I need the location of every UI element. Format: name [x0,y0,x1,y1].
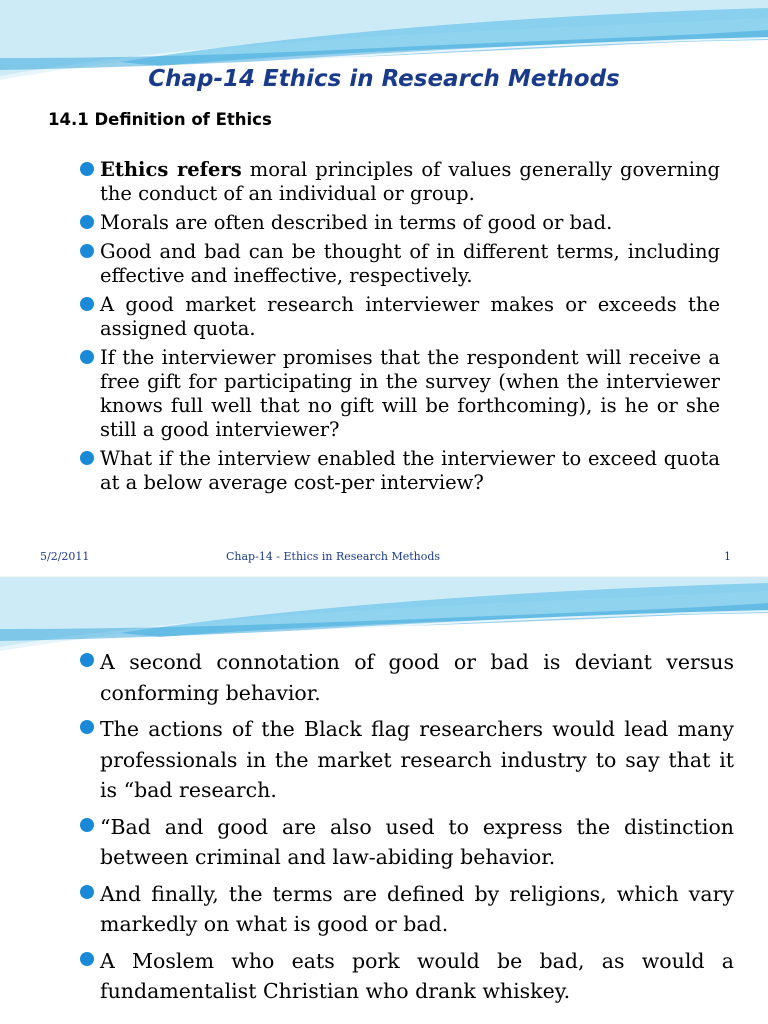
list-item: Morals are often described in terms of good or bad. [80,211,720,235]
bullet-icon [80,297,94,311]
bullet-icon [80,653,94,667]
list-item: A Moslem who eats pork would be bad, as would a fundamentalist Christian who drank whiskey. [80,946,734,1007]
list-item: Ethics refers moral principles of values generally governing the conduct of an individual or group. [80,158,720,206]
footer-title: Chap-14 - Ethics in Research Methods [226,550,441,563]
bullet-icon [80,952,94,966]
list-item: “Bad and good are also used to express the distinction between criminal and law-abiding behavior. [80,812,734,873]
slide-2 [0,577,768,1024]
list-item: If the interviewer promises that the respondent will receive a free gift for participating in the survey (when the interviewer knows full well that no gift will be forthcoming), is he or she still a good interviewer? [80,346,720,442]
bullet-icon [80,720,94,734]
list-item: The actions of the Black flag researchers would lead many professionals in the market research industry to say that it is “bad research. [80,714,734,806]
bullet-list [80,158,720,500]
list-item: What if the interview enabled the interviewer to exceed quota at a below average cost-per interview? [80,447,720,495]
section-heading: 14.1 Definition of Ethics [48,110,272,129]
list-item: A second connotation of good or bad is deviant versus conforming behavior. [80,647,734,708]
footer-date: 5/2/2011 [40,550,90,563]
bold-term: Ethics refers [100,158,242,181]
bullet-icon [80,162,94,176]
list-item: Good and bad can be thought of in different terms, including effective and ineffective, respectively. [80,240,720,288]
list-item: A good market research interviewer makes or exceeds the assigned quota. [80,293,720,341]
list-item: And finally, the terms are defined by religions, which vary markedly on what is good or bad. [80,879,734,940]
slide-title: Chap-14 Ethics in Research Methods [148,66,620,92]
bullet-icon [80,451,94,465]
bullet-icon [80,244,94,258]
bullet-list [80,647,734,1013]
bullet-icon [80,215,94,229]
bullet-icon [80,350,94,364]
page-number: 1 [724,550,731,563]
bullet-icon [80,818,94,832]
bullet-icon [80,885,94,899]
